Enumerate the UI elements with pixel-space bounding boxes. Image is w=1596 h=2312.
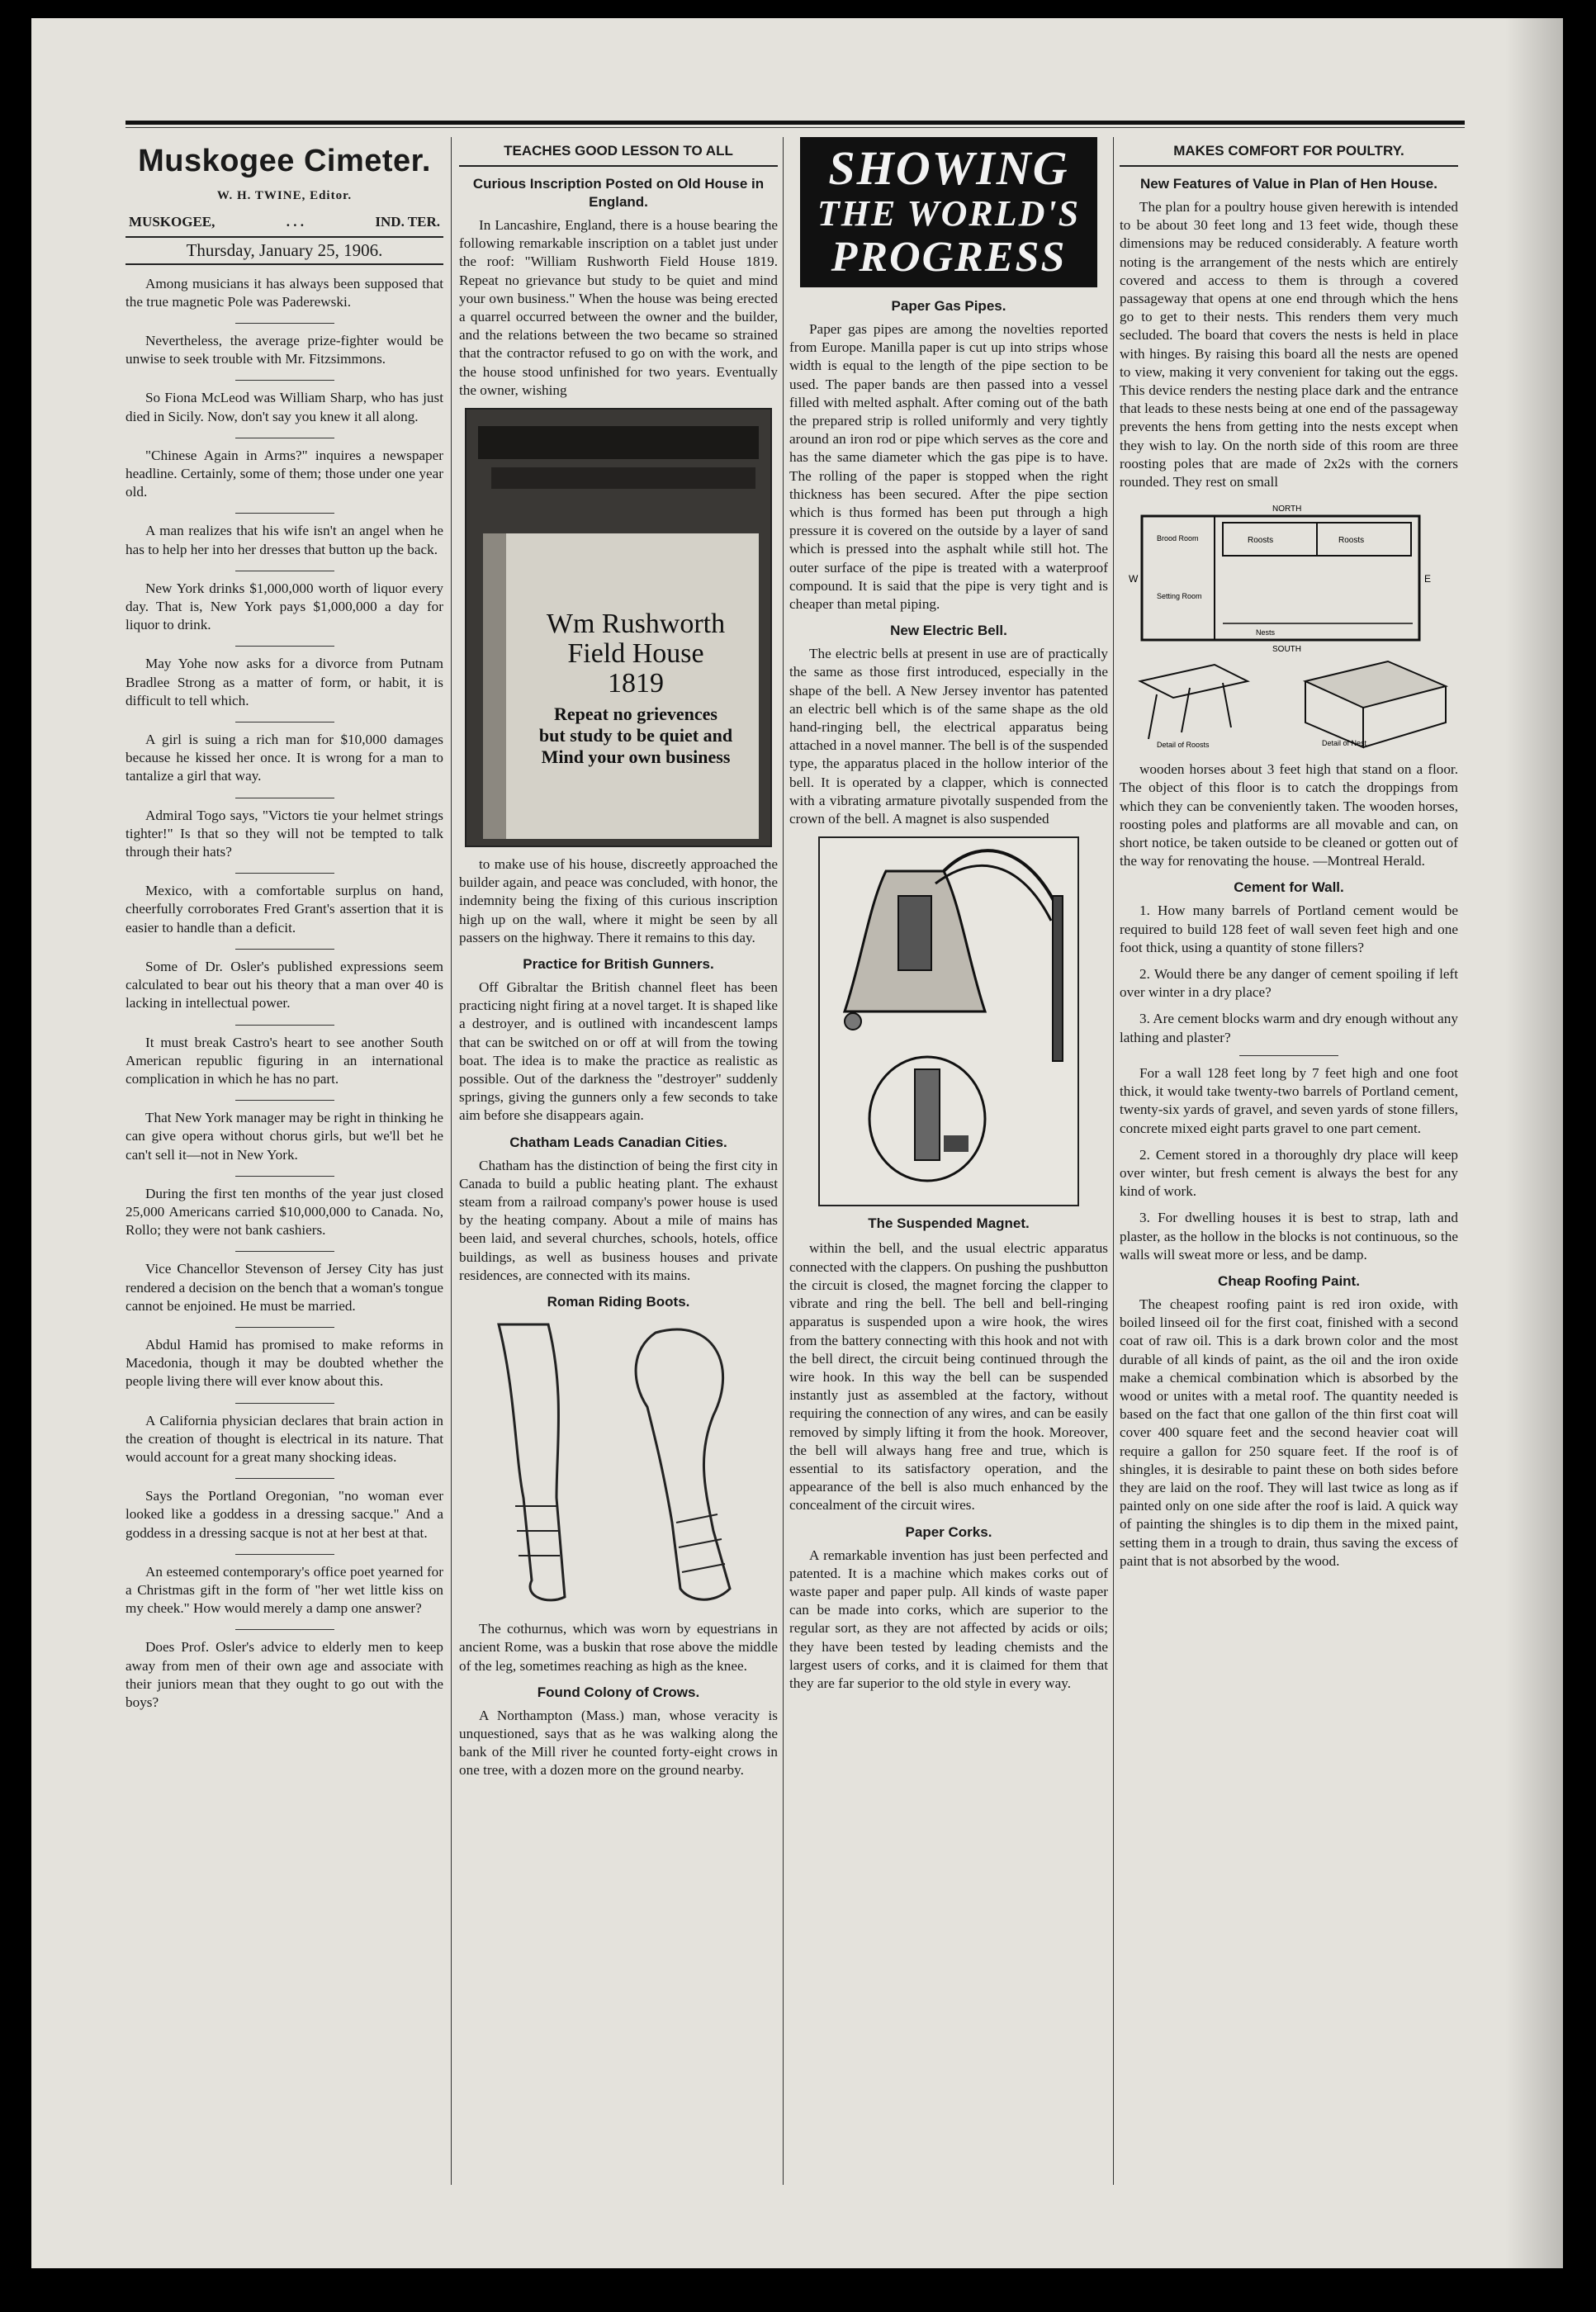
editorial-paragraph: An esteemed contemporary's office poet yearned for a Christmas gift in the form of "her wet little kiss on my cheek." How would merely a damp one answer? — [126, 1563, 443, 1617]
page-edge-shadow — [1505, 18, 1563, 2268]
editorial-paragraph: During the first ten months of the year just closed 25,000 Americans carried $10,000,000 to Canada. No, Rollo; they were not bank cashiers. — [126, 1185, 443, 1239]
editorial-paragraph: A California physician declares that brain action in the creation of thought is electrical in its nature. That would account for a great many shocking ideas. — [126, 1412, 443, 1465]
progress-banner — [800, 137, 1097, 287]
article-paragraph: Off Gibraltar the British channel fleet has been practicing night firing at a novel target. It is shaped like a destroyer, and is outlined with incandescent lamps that can be switched on or off at will from the towing boat. The idea is to make the practice as realistic as possible. Out of the darkness the "destroyer" suddenly springs, giving the gunners only a few seconds to take aim before she disappears again. — [459, 979, 778, 1124]
plan-label-detail-nest: Detail of Nest — [1322, 739, 1367, 748]
editorial-paragraphs — [126, 275, 443, 1717]
plan-label-nests: Nests — [1256, 628, 1276, 637]
editorial-paragraph: Does Prof. Osler's advice to elderly men to keep away from men of their own age and associate with their juniors mean that they ought to go out with the boys? — [126, 1639, 443, 1710]
banner-line-3: PROGRESS — [831, 234, 1067, 281]
article-paragraph: The cheapest roofing paint is red iron oxide, with boiled linseed oil for the first coat, finished with a second coat of raw oil. This is a dark brown color and the most durable of all kinds of paint, as the oil and the iron oxide make a chemical combination which is absorbed by the wood or unites with a metal roof. The quantity needed is based on the fact that one gallon of the thin first coat will cover 400 square feet and the second heavier coat will require a gallon for 250 square feet. If the roof is of shingles, it is desirable to paint these on both sides before they are laid on the roof. They will last twice as long as if painted only on one side after the roof is laid. A quick way of painting the shingles is to dip them in the mixed paint, setting them in a trough to drain, thus saving the excess of paint that is not absorbed by the wood. — [1120, 1296, 1458, 1569]
separator — [235, 1327, 334, 1328]
figure-caption: The Suspended Magnet. — [868, 1215, 1030, 1232]
editorial-paragraph: Mexico, with a comfortable surplus on hand, cheerfully corroborates Fred Grant's assertion that it is easier to handle than a deficit. — [126, 883, 443, 936]
article-paragraph: Paper gas pipes are among the novelties reported from Europe. Manilla paper is cut up into strips whose width is equal to the length of the pipe section to be used. The paper bands are then passed into a vessel filled with melted asphalt. After coming out of the bath the prepared strip is rolled uniformly and very tightly around an iron rod or pipe which serves as the core and has the same diameter which the gas pipe is to have. The rolling of the paper is stopped when the right thickness has been secured. After the pipe section which is thus formed has been put through a high pressure it is covered on the outside by a layer of sand which is pressed into the asphalt while still hot. The outer surface of the pipe is treated with a waterproof compound. It is said that the pipe is very tight and is cheaper than metal piping. — [789, 321, 1108, 613]
tablet-line-4: Repeat no grievences — [554, 704, 717, 725]
column-rule — [451, 137, 452, 2185]
masthead-dots: . . . — [286, 214, 305, 230]
column-rule — [783, 137, 784, 2185]
article-subhead: Cheap Roofing Paint. — [1218, 1272, 1360, 1289]
plan-label-setting: Setting Room — [1157, 592, 1202, 601]
column-poultry — [1120, 137, 1458, 1579]
separator — [235, 646, 334, 647]
separator — [235, 380, 334, 381]
masthead-editor: W. H. TWINE, Editor. — [216, 189, 353, 202]
column-editorial — [126, 137, 443, 1717]
separator — [1239, 1055, 1338, 1056]
question-paragraph: 3. Are cement blocks warm and dry enough without any lathing and plaster? — [1120, 1011, 1458, 1045]
plan-label-west: W — [1129, 573, 1139, 585]
editorial-paragraph: Nevertheless, the average prize-fighter would be unwise to seek trouble with Mr. Fitzsimmons. — [126, 333, 443, 367]
bell-illustration — [818, 836, 1079, 1206]
separator — [235, 873, 334, 874]
article-subhead: Paper Corks. — [905, 1523, 992, 1540]
tablet-line-1: Wm Rushworth — [546, 609, 726, 640]
article-subhead: New Features of Value in Plan of Hen House. — [1140, 176, 1437, 192]
editorial-paragraph: Admiral Togo says, "Victors tie your helmet strings tighter!" Is that so they will not be tempted to talk through their hats? — [126, 807, 443, 860]
separator — [235, 1251, 334, 1252]
editorial-paragraph: New York drinks $1,000,000 worth of liquor every day. That is, New York pays $1,000,000 a day for liquor to drink. — [126, 580, 443, 633]
plan-drawing — [1124, 500, 1454, 754]
article-paragraph: The electric bells at present in use are of practically the same as those first introduced, especially in the shape of the bell. A New Jersey inventor has patented an electric bell which is of the same shape as the old hand-ringing bell, the electrical apparatus being attached in a novel manner. The bell is of the suspended type, the apparatus placed in the hollow interior of the bell. It is operated by a clapper, which is connected with a vibrating armature pivotally suspended from the crown of the bell. A magnet is also suspended — [789, 646, 1108, 827]
separator — [235, 1025, 334, 1026]
plan-label-roosts-1: Roosts — [1248, 536, 1274, 546]
plan-label-north: NORTH — [1272, 505, 1302, 514]
article-headline: MAKES COMFORT FOR POULTRY. — [1120, 142, 1458, 167]
article-subhead: Paper Gas Pipes. — [891, 298, 1006, 314]
plan-label-roosts-2: Roosts — [1338, 536, 1365, 546]
editorial-paragraph: Abdul Hamid has promised to make reforms in Macedonia, though it may be doubted whether the people living there will ever know about this. — [126, 1336, 443, 1390]
masthead-dateline — [126, 213, 443, 231]
editorial-paragraph: Vice Chancellor Stevenson of Jersey City has just rendered a decision on the bench that a woman's tongue cannot be enjoined. He must be married. — [126, 1261, 443, 1314]
separator — [235, 1478, 334, 1479]
separator — [235, 323, 334, 324]
article-paragraph: A remarkable invention has just been perfected and patented. It is a machine which makes corks out of waste paper and paper pulp. All kinds of waste paper can be made into corks, which are superior to the regular sort, as they are not affected by acids or oils; they have been tested by leading chemists and the largest users of corks, and it is claimed for them that they are far superior to the old style in every way. — [789, 1547, 1108, 1691]
issue-date: Thursday, January 25, 1906. — [126, 236, 443, 264]
masthead-title: Muskogee Cimeter. — [138, 144, 431, 178]
article-subhead: Found Colony of Crows. — [537, 1684, 700, 1700]
article-paragraph: Chatham has the distinction of being the first city in Canada to build a public heating plant. The exhaust steam from a railroad company's power house is used by the heating company. About a mile of mains has been laid, and several churches, schools, hotels, office buildings, as well as business houses and private residences, are connected with its mains. — [459, 1157, 778, 1283]
article-subhead: Cement for Wall. — [1234, 879, 1344, 896]
editorial-paragraph: A man realizes that his wife isn't an angel when he has to help her into her dresses that button up the back. — [126, 523, 443, 557]
editorial-paragraph: That New York manager may be right in thinking he can give opera without chorus girls, but we'll bet he can't sell it—not in New York. — [126, 1110, 443, 1163]
separator — [235, 1629, 334, 1630]
editorial-paragraph: "Chinese Again in Arms?" inquires a newspaper headline. Certainly, some of them; those under one year old. — [126, 447, 443, 500]
plan-label-detail-roosts: Detail of Roosts — [1157, 741, 1210, 750]
editorial-paragraph: A girl is suing a rich man for $10,000 damages because he kissed her once. It is wrong for a man to tantalize a girl that way. — [126, 732, 443, 784]
article-paragraph: In Lancashire, England, there is a house bearing the following remarkable inscription on a tablet just under the roof: "William Rushworth Field House 1819. Repeat no grievance but study to be quiet and mind your own business." When the house was being erected a quarrel occurred between the owner and the builder, and the relations between the two became so strained that the contractor refused to go on with the work, and the house stood unfinished for two years. Eventually the owner, wishing — [459, 217, 778, 398]
column-inscription — [459, 137, 778, 1788]
article-subhead: Chatham Leads Canadian Cities. — [509, 1134, 727, 1150]
article-paragraph: within the bell, and the usual electric apparatus connected with the clappers. On pushing the pushbutton the circuit is closed, the magnet forcing the clapper to vibrate and ring the bell. The bell and bell-ringing apparatus is suspended upon a wire hook, the wires from the battery connecting with this hook and not with the bell direct, the circuit being continued through the wire hook. In this way the bell can be suspended instantly just as assembled at the factory, without requiring the connection of any wires, and can be easily removed by simply lifting it from the hook. Moreover, the bell will always hang free and true, which is essential to its satisfactory operation, and the appearance of the bell is also much enhanced by the concealment of the circuit wires. — [789, 1240, 1108, 1514]
article-headline: TEACHES GOOD LESSON TO ALL — [459, 142, 778, 167]
article-paragraph: wooden horses about 3 feet high that stand on a floor. The object of this floor is to catch the droppings from which they can be conveniently taken. The wooden horses, roosting poles and platforms are all movable and can, on short notice, be taken outside to be cleaned or gotten out of the way for renovating the house. —Montreal Herald. — [1120, 761, 1458, 869]
tablet-line-2: Field House — [567, 638, 704, 670]
editorial-paragraph: Among musicians it has always been supposed that the true magnetic Pole was Paderewski. — [126, 275, 443, 310]
answer-paragraph: 2. Cement stored in a thoroughly dry place will keep over winter, but fresh cement is always the best for any kind of work. — [1120, 1146, 1458, 1200]
tablet-drawing — [466, 410, 770, 846]
article-subhead: Roman Riding Boots. — [547, 1294, 690, 1310]
masthead-place: MUSKOGEE, — [129, 214, 215, 230]
tablet-illustration — [465, 408, 772, 847]
boots-drawing — [466, 1316, 771, 1613]
editorial-paragraph: So Fiona McLeod was William Sharp, who has just died in Sicily. Now, don't say you knew it all along. — [126, 390, 443, 424]
editorial-paragraph: Says the Portland Oregonian, "no woman ever looked like a goddess in a dressing sacque." And a goddess in a dressing sacque is not at her best at that. — [126, 1488, 443, 1541]
bell-drawing — [820, 838, 1077, 1205]
column-progress — [789, 137, 1108, 1701]
column-rule — [1113, 137, 1114, 2185]
separator — [235, 1403, 334, 1404]
separator — [235, 513, 334, 514]
banner-line-2: THE WORLD'S — [817, 193, 1081, 234]
plan-label-east: E — [1424, 573, 1432, 585]
tablet-line-5: but study to be quiet and — [538, 725, 733, 746]
boots-illustration — [466, 1316, 771, 1613]
article-subhead: Practice for British Gunners. — [523, 956, 714, 973]
article-paragraph: The cothurnus, which was worn by equestrians in ancient Rome, was a buskin that rose above the middle of the leg, sometimes reaching as high as the knee. — [459, 1621, 778, 1674]
separator — [235, 949, 334, 950]
plan-label-brood: Brood Room — [1157, 534, 1199, 543]
top-rule — [126, 121, 1465, 125]
plan-label-south: SOUTH — [1272, 645, 1301, 655]
article-paragraph: A Northampton (Mass.) man, whose veracity is unquestioned, says that as he was walking along the bank of the Mill river he counted forty-eight crows in one tree, with a dozen more on the ground nearby. — [459, 1707, 778, 1779]
masthead-territory: IND. TER. — [375, 214, 440, 230]
hen-house-plan — [1124, 500, 1454, 754]
article-paragraph: The plan for a poultry house given herewith is intended to be about 30 feet long and 13 feet wide, though these dimensions may be reduced considerably. A feature worth noting is the arrangement of the nests which are entirely covered and access to them is through a covered passageway that opens at one end through which the hens go to get to their nests. This renders them very much secluded. The board that covers the nests is held in place with hinges. By raising this board all the nests are opened to view, making it very convenient for taking out the eggs. This device renders the nesting place dark and the entrance that leads to these nests being at one end of the passageway prevents the hens from getting into the nests except when they wish to lay. On the north side of this room are three roosting poles that are made of 2x2s with the corners rounded. They rest on small — [1120, 199, 1458, 490]
tablet-line-3: 1819 — [608, 668, 664, 699]
separator — [235, 1176, 334, 1177]
banner-line-1: SHOWING — [828, 141, 1069, 195]
editorial-paragraph: It must break Castro's heart to see another South American republic figuring in an international complication in which he has no part. — [126, 1034, 443, 1087]
answer-paragraph: 3. For dwelling houses it is best to strap, lath and plaster, as the hollow in the blocks is not continuous, so the walls will sweat more or less, and be damp. — [1120, 1210, 1458, 1263]
article-subhead: Curious Inscription Posted on Old House in England. — [472, 176, 765, 210]
top-rule-thin — [126, 127, 1465, 128]
tablet-line-6: Mind your own business — [541, 746, 731, 768]
separator — [235, 1554, 334, 1555]
question-paragraph: 1. How many barrels of Portland cement would be required to build 128 feet of wall seven feet high and one foot thick, using a quantity of stone fillers? — [1120, 903, 1458, 955]
article-subhead: New Electric Bell. — [890, 623, 1007, 639]
separator — [235, 1100, 334, 1101]
article-paragraph: to make use of his house, discreetly approached the builder again, and peace was concluded, with honor, the indemnity being the fixing of this curious inscription high up on the wall, where it might be seen by all passers on the highway. There it remains to this day. — [459, 856, 778, 945]
question-paragraph: 2. Would there be any danger of cement spoiling if left over winter in a dry place? — [1120, 966, 1458, 1001]
answer-paragraph: For a wall 128 feet long by 7 feet high and one foot thick, it would take twenty-two barrels of Portland cement, twenty-six yards of gravel, and seven yards of stone fillers, concrete mixed eight parts gravel to one part cement. — [1120, 1064, 1458, 1136]
editorial-paragraph: Some of Dr. Osler's published expressions seem calculated to bear out his theory that a man over 40 is lacking in intellectual power. — [126, 958, 443, 1012]
editorial-paragraph: May Yohe now asks for a divorce from Putnam Bradlee Strong as a matter of form, or habit, it is difficult to tell which. — [126, 656, 443, 708]
